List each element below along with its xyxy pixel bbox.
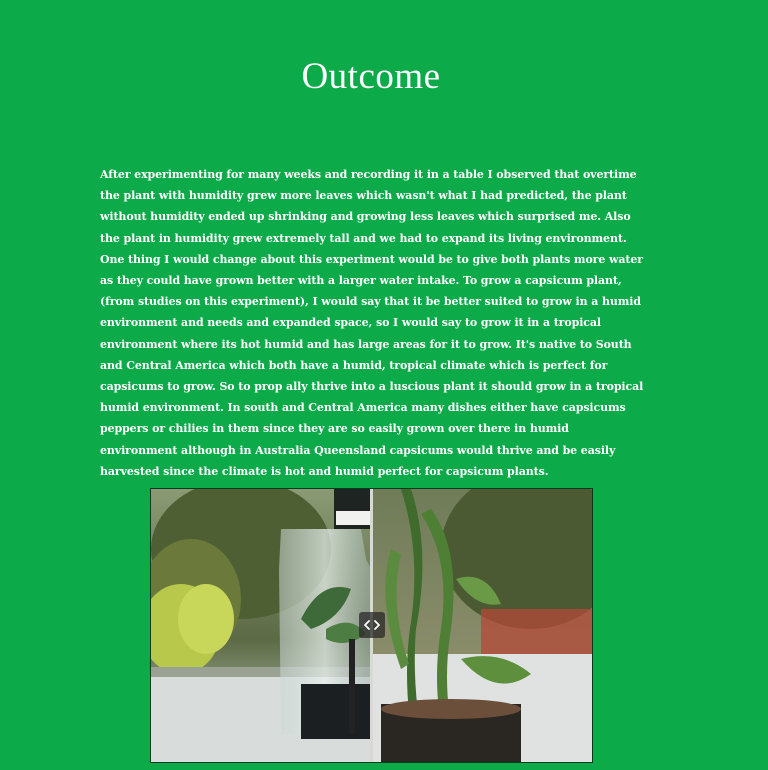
- comparison-slider-handle[interactable]: [359, 612, 385, 638]
- before-after-image-comparison[interactable]: [150, 488, 593, 763]
- page-title: Outcome: [301, 55, 441, 97]
- non-humid-plant-photo: [371, 489, 592, 762]
- outcome-paragraph: After experimenting for many weeks and recording it in a table I observed that overtime the plant with humidity grew more leaves which wasn't what I had predicted, the plant without humidity ended up shrinking and growing less leaves which surprised me. Also the plant in humidity grew extremely tall and we had to expand its living environment. One thing I would change about this experiment would be to give both plants more water as they could have grown better with a larger water intake. To grow a capsicum plant, (from studies on this experiment), I would say that it be better suited to grow in a humid environment and needs and expanded space, so I would say to grow it in a tropical environment where its hot humid and has large areas for it to grow. It's native to South and Central America which both have a humid, tropical climate which is perfect for capsicums to grow. So to prop ally thrive into a luscious plant it should grow in a tropical humid environment. In south and Central America many dishes either have capsicums peppers or chilies in them since they are so easily grown over there in humid environment although in Australia Queensland capsicums would thrive and be easily harvested since the climate is hot and humid perfect for capsicum plants.: [100, 168, 644, 478]
- left-right-arrows-icon: [363, 619, 381, 631]
- humid-plant-photo: [151, 489, 371, 762]
